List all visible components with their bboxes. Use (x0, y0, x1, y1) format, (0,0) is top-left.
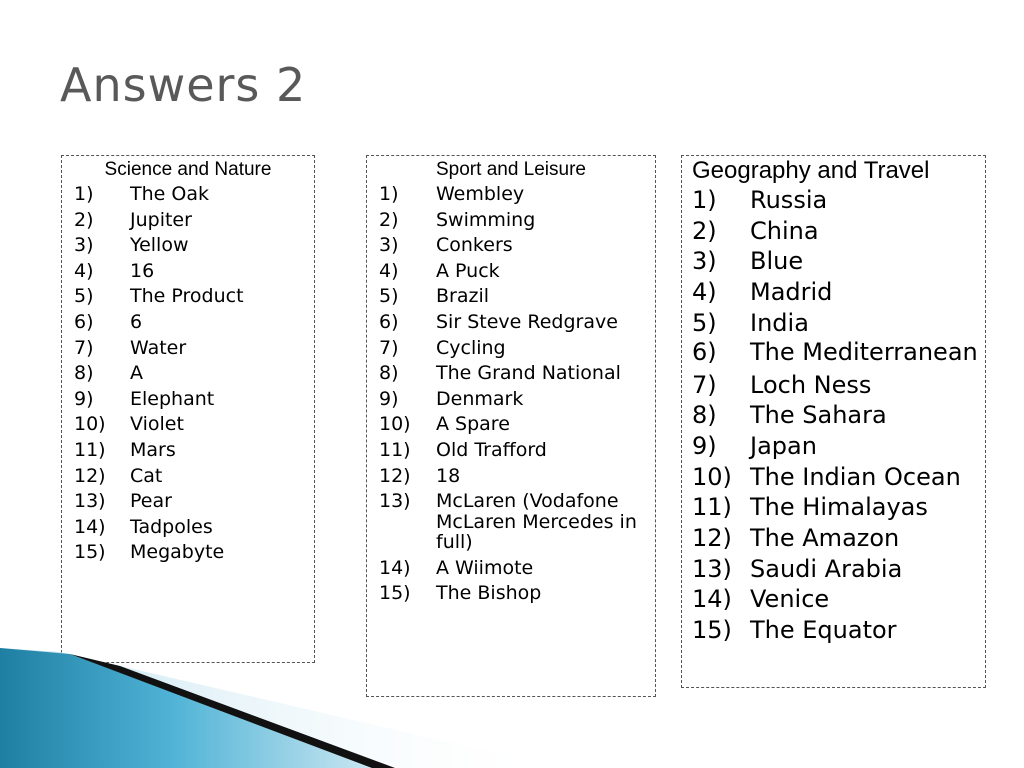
list-item (74, 284, 314, 310)
list-item (379, 361, 655, 387)
item-answer: The Indian Ocean (750, 462, 961, 491)
item-number: 8) (379, 362, 399, 385)
list-item (74, 412, 314, 438)
item-number: 7) (379, 336, 399, 359)
item-answer: Pear (130, 490, 172, 513)
item-answer: Tadpoles (130, 515, 213, 538)
list-item (379, 259, 655, 285)
item-number: 13) (692, 554, 732, 583)
item-answer: Yellow (130, 234, 189, 257)
list-item (692, 277, 985, 308)
list-item (74, 489, 314, 515)
list-item (74, 464, 314, 490)
geography-answer-list (692, 185, 985, 646)
item-number: 9) (379, 387, 399, 410)
item-number: 4) (692, 278, 717, 307)
item-answer: Cat (130, 464, 163, 487)
item-number: 4) (379, 259, 399, 282)
list-item (379, 310, 655, 336)
list-item (692, 492, 985, 523)
item-number: 10) (74, 413, 106, 436)
list-item (74, 387, 314, 413)
item-answer: Madrid (750, 278, 833, 307)
list-item (379, 438, 655, 464)
list-item (74, 259, 314, 285)
item-number: 6) (74, 310, 94, 333)
item-number: 13) (74, 490, 106, 513)
item-answer: Elephant (130, 387, 215, 410)
item-number: 3) (379, 234, 399, 257)
item-answer: 18 (436, 464, 461, 487)
item-number: 15) (692, 616, 732, 645)
item-answer: The Oak (130, 183, 209, 205)
item-answer: A Wiimote (436, 556, 534, 579)
item-answer: Water (130, 336, 187, 359)
item-answer: Old Trafford (436, 438, 547, 461)
item-answer: Venice (750, 585, 830, 614)
item-number: 1) (74, 183, 94, 205)
item-answer: 6 (130, 310, 143, 333)
item-answer: The Product (130, 285, 244, 308)
list-item (692, 554, 985, 585)
item-number: 7) (692, 370, 717, 399)
item-answer: 16 (130, 259, 155, 282)
item-answer: Denmark (436, 387, 524, 410)
science-and-nature-box (61, 155, 315, 663)
item-number: 11) (692, 493, 732, 522)
item-answer: Japan (750, 431, 817, 460)
item-number: 14) (692, 585, 732, 614)
item-number: 12) (692, 524, 732, 553)
item-number: 5) (692, 308, 717, 337)
list-item (692, 246, 985, 277)
list-item (74, 310, 314, 336)
item-answer: India (750, 308, 809, 337)
item-answer: Megabyte (130, 541, 225, 564)
item-number: 7) (74, 336, 94, 359)
geography-and-travel-box (681, 155, 986, 688)
list-item (74, 182, 314, 208)
item-number: 15) (379, 582, 411, 605)
list-item (379, 387, 655, 413)
list-item (692, 370, 985, 401)
list-item (692, 185, 985, 216)
item-answer: The Himalayas (750, 493, 928, 522)
item-answer: The Bishop (436, 582, 542, 605)
item-number: 13) (379, 490, 411, 513)
list-item (74, 438, 314, 464)
sport-answer-list (379, 182, 655, 607)
item-number: 10) (379, 413, 411, 436)
list-item (692, 431, 985, 462)
item-number: 10) (692, 462, 732, 491)
list-item (692, 216, 985, 247)
item-answer: Cycling (436, 336, 506, 359)
dark-stripe (70, 654, 395, 768)
item-answer: Brazil (436, 285, 490, 308)
item-answer: McLaren (Vodafone McLaren Mercedes in full) (436, 490, 637, 554)
item-answer: Jupiter (130, 208, 192, 231)
list-item (692, 400, 985, 431)
item-number: 14) (379, 556, 411, 579)
item-number: 11) (74, 438, 106, 461)
item-answer: Sir Steve Redgrave (436, 310, 618, 333)
item-number: 5) (74, 285, 94, 308)
item-number: 8) (692, 401, 717, 430)
item-answer: China (750, 216, 819, 245)
list-item (692, 308, 985, 339)
list-item (692, 339, 985, 370)
list-item (379, 233, 655, 259)
item-number: 3) (74, 234, 94, 257)
item-number: 2) (692, 216, 717, 245)
item-answer: Russia (750, 186, 828, 214)
item-answer: The Grand National (436, 362, 621, 385)
item-number: 3) (692, 247, 717, 276)
list-item (379, 412, 655, 438)
item-answer: Swimming (436, 208, 536, 231)
teal-band (0, 648, 380, 768)
sport-and-leisure-box (366, 155, 656, 697)
item-number: 6) (692, 337, 717, 366)
item-number: 14) (74, 515, 106, 538)
list-item (74, 233, 314, 259)
item-number: 11) (379, 438, 411, 461)
slide-title: Answers 2 (60, 58, 307, 112)
list-item (379, 208, 655, 234)
item-number: 8) (74, 362, 94, 385)
item-number: 1) (692, 186, 717, 214)
item-number: 5) (379, 285, 399, 308)
item-answer: A Puck (436, 259, 500, 282)
list-item (74, 336, 314, 362)
list-item (379, 336, 655, 362)
item-answer: Loch Ness (750, 370, 872, 399)
list-item (692, 584, 985, 615)
item-answer: Mars (130, 438, 176, 461)
list-item (74, 208, 314, 234)
list-item (74, 540, 314, 566)
list-item (379, 581, 655, 607)
geography-heading: Geography and Travel (692, 157, 930, 184)
item-answer: The Amazon (750, 524, 900, 553)
item-answer: Blue (750, 247, 804, 276)
list-item (379, 489, 655, 556)
item-answer: The Mediterranean (750, 337, 978, 366)
list-item (692, 462, 985, 493)
list-item (692, 615, 985, 646)
item-answer: The Sahara (750, 401, 887, 430)
item-answer: The Equator (750, 616, 897, 645)
item-number: 15) (74, 541, 106, 564)
list-item (379, 182, 655, 208)
item-answer: Saudi Arabia (750, 554, 903, 583)
list-item (379, 284, 655, 310)
item-number: 2) (74, 208, 94, 231)
item-answer: A (130, 362, 143, 385)
list-item (692, 523, 985, 554)
item-number: 9) (74, 387, 94, 410)
item-number: 4) (74, 259, 94, 282)
item-number: 6) (379, 310, 399, 333)
list-item (379, 556, 655, 582)
sport-heading: Sport and Leisure (436, 159, 586, 180)
list-item (379, 464, 655, 490)
item-answer: Conkers (436, 234, 513, 257)
science-heading: Science and Nature (104, 159, 272, 180)
item-answer: A Spare (436, 413, 510, 436)
item-number: 12) (379, 464, 411, 487)
item-answer: Wembley (436, 183, 525, 205)
item-number: 9) (692, 431, 717, 460)
item-number: 12) (74, 464, 106, 487)
list-item (74, 361, 314, 387)
item-number: 1) (379, 183, 399, 205)
item-answer: Violet (130, 413, 184, 436)
list-item (74, 515, 314, 541)
item-number: 2) (379, 208, 399, 231)
science-answer-list (74, 182, 314, 566)
